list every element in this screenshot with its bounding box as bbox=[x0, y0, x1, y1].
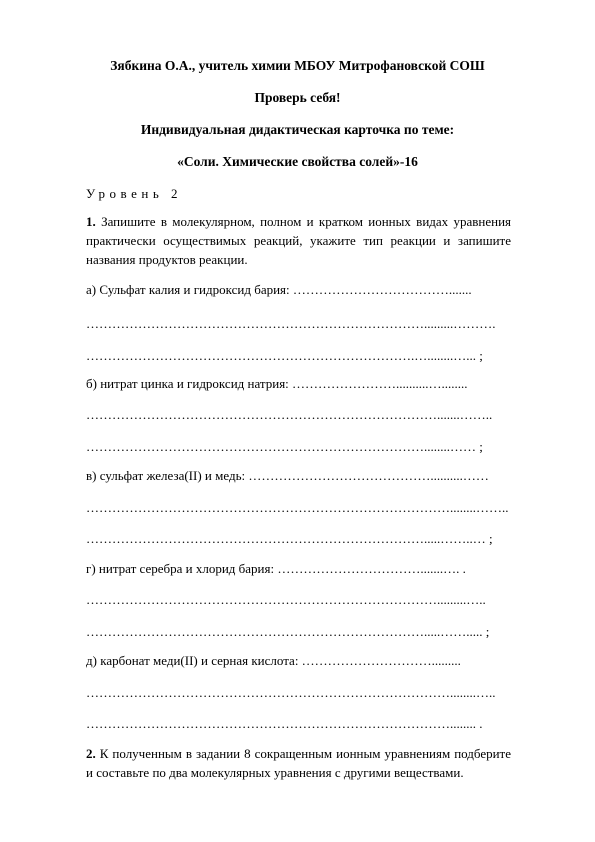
task-2 bbox=[86, 744, 511, 782]
task-2-number: 2. bbox=[86, 746, 96, 761]
level-label: Уровень 2 bbox=[86, 186, 183, 201]
task-1-text: Запишите в молекулярном, полном и кратком ионных видах уравнения практически осуществимых реакций, укажите тип реакции и запишите названия продуктов реакции. bbox=[86, 214, 512, 267]
item-c-label: в) сульфат железа(II) и медь: ……………………………………..........…… bbox=[86, 468, 489, 483]
item-e-answer-line-2: …………………………………………………………………………........ . bbox=[86, 716, 483, 731]
item-a-label: а) Сульфат калия и гидроксид бария: ………………………………....... bbox=[86, 282, 472, 297]
item-b-label: б) нитрат цинка и гидроксид натрия: ……………………..........…........ bbox=[86, 376, 468, 391]
item-e-answer-line-1: …………………………………………………………………………........….. bbox=[86, 685, 496, 700]
task-2-text: К полученным в задании 8 сокращенным ионным уравнениям подберите и составьте по два молекулярных уравнения с другими веществами. bbox=[86, 746, 512, 780]
check-title: Проверь себя! bbox=[254, 90, 341, 105]
item-d-answer-line-1: ……………………………………………………………………….........….. bbox=[86, 592, 486, 607]
item-d-answer-line-2: …………………………………………………………………….....……..... ; bbox=[86, 624, 490, 639]
topic-title: «Соли. Химические свойства солей»-16 bbox=[177, 154, 418, 169]
item-b-answer-line-2: ……………………………………………………………………........…… ; bbox=[86, 439, 483, 454]
item-b-answer-line-1: ……………………………………………………………………….......…….. bbox=[86, 407, 493, 422]
author-line: Зябкина О.А., учитель химии МБОУ Митрофановской СОШ bbox=[110, 58, 485, 73]
item-c-answer-line-1: …………………………………………………………………………........…….. bbox=[86, 500, 509, 515]
item-c-answer-line-2: …………………………………………………………………….....……..… ; bbox=[86, 531, 493, 546]
item-d-label: г) нитрат серебра и хлорид бария: …………………………….......…. . bbox=[86, 561, 466, 576]
item-e-label: д) карбонат меди(II) и серная кислота: …………………………......... bbox=[86, 653, 461, 668]
item-a-answer-line-2: ………………………………………………………………….…........…... ; bbox=[86, 348, 483, 363]
task-1-number: 1. bbox=[86, 214, 96, 229]
item-a-answer-line-1: …………………………………………………………………….........………. bbox=[86, 316, 496, 331]
card-title: Индивидуальная дидактическая карточка по теме: bbox=[140, 122, 455, 137]
task-1 bbox=[86, 212, 511, 269]
